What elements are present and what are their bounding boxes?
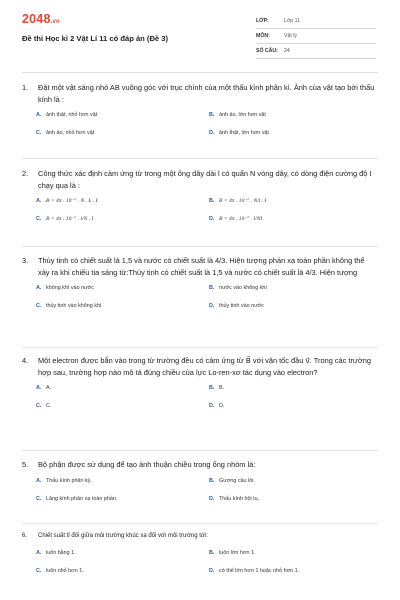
question-number: 5. <box>22 460 29 469</box>
option-a[interactable] <box>36 383 51 393</box>
question-divider <box>22 347 378 348</box>
option-text: Gương cầu lồi. <box>219 477 255 484</box>
option-text: nước vào không khí <box>219 285 267 291</box>
question-divider <box>22 246 378 247</box>
option-a[interactable] <box>36 476 92 486</box>
option-label: D. <box>209 216 215 222</box>
meta-key: MÔN: <box>256 33 270 39</box>
option-label: D. <box>209 303 215 309</box>
option-c[interactable] <box>36 128 94 138</box>
option-label: B. <box>209 112 215 118</box>
option-c[interactable] <box>36 401 51 411</box>
question-text: Một electron được bắn vào trong từ trường đều có cảm ứng từ B⃗ với vận tốc đầu v⃗. Trong các trường hợp sau, trường hợp nào mô tả đúng chiều của lực Lo-ren-xơ tác dụng vào electron? <box>38 356 371 377</box>
option-label: A. <box>36 285 42 291</box>
option-text: C. <box>46 403 52 409</box>
options <box>22 476 378 510</box>
page-title: Đề thi Học kì 2 Vật Lí 11 có đáp án (Đề 3) <box>22 34 169 43</box>
option-label: B. <box>209 549 215 556</box>
question-number: 2. <box>22 169 29 178</box>
question-3 <box>22 255 378 317</box>
meta-row-class <box>256 14 376 29</box>
question-number: 3. <box>22 256 29 265</box>
meta-value: 24 <box>284 48 290 54</box>
question-divider <box>22 450 378 451</box>
option-formula: B = 4π . 10⁻⁷ . l/NI <box>219 216 263 222</box>
question-text: Bộ phận được sử dụng để tạo ảnh thuận chiều trong ống nhòm là: <box>38 460 256 469</box>
logo-suffix: .vn <box>50 19 60 25</box>
question-divider <box>22 523 378 524</box>
option-label: B. <box>209 198 215 204</box>
option-d[interactable] <box>209 494 259 504</box>
option-text: Thấu kính phân kỳ. <box>46 477 92 484</box>
option-label: C. <box>36 216 42 222</box>
option-b[interactable] <box>209 383 224 393</box>
option-text: ảnh ảo, nhỏ hơn vật <box>46 130 95 136</box>
option-label: D. <box>209 130 215 136</box>
options <box>22 110 378 144</box>
options <box>22 283 378 317</box>
option-b[interactable] <box>209 283 267 293</box>
option-label: A. <box>36 477 42 484</box>
option-d[interactable] <box>209 401 224 411</box>
option-label: C. <box>36 403 42 409</box>
option-text: ảnh thật, lớn hơn vật <box>219 130 269 136</box>
option-formula: B = 4π . 10⁻⁷ . N . L . I <box>46 198 98 204</box>
option-label: D. <box>209 495 215 502</box>
option-label: D. <box>209 403 215 409</box>
option-text: D. <box>219 403 225 409</box>
option-label: C. <box>36 495 42 502</box>
option-a[interactable] <box>36 283 94 293</box>
option-b[interactable] <box>209 548 255 558</box>
question-text: Chiết suất tỉ đối giữa môi trường khúc xạ đối với môi trường tới: <box>38 533 208 539</box>
options <box>22 548 378 582</box>
option-label: A. <box>36 112 42 118</box>
header-divider <box>22 72 378 73</box>
option-c[interactable] <box>36 301 101 311</box>
meta-value: Vật lý <box>284 33 297 39</box>
option-d[interactable] <box>209 128 269 138</box>
option-b[interactable] <box>209 110 266 120</box>
option-formula: B = 4π . 10⁻⁷ . l/N . I <box>46 216 94 222</box>
question-text: Thủy tinh có chiết suất là 1,5 và nước có chiết suất là 4/3. Hiện tượng phản xạ toàn phần không thể xảy ra khi chiếu tia sáng từ:Thủy tinh có chiết suất là 1,5 và nước có chiết suất là 4/3. Hiện tượng <box>38 256 365 277</box>
meta-table <box>256 14 376 59</box>
option-text: thủy tinh vào không khí <box>46 303 102 309</box>
option-text: ảnh ảo, lớn hơn vật <box>219 112 266 118</box>
question-4 <box>22 355 378 417</box>
question-divider <box>22 158 378 159</box>
option-a[interactable] <box>36 196 97 206</box>
meta-key: SỐ CÂU: <box>256 48 278 54</box>
option-c[interactable] <box>36 494 117 504</box>
site-logo[interactable] <box>22 12 60 26</box>
option-c[interactable] <box>36 214 93 224</box>
option-text: Thấu kính hội tụ. <box>219 495 260 502</box>
meta-value: Lớp 11 <box>284 18 300 24</box>
option-text: A. <box>46 385 52 391</box>
question-number: 1. <box>22 83 29 92</box>
options <box>22 196 378 230</box>
question-number: 4. <box>22 356 29 365</box>
option-text: ảnh thật, nhỏ hơn vật <box>46 112 98 118</box>
option-label: C. <box>36 303 42 309</box>
option-label: D. <box>209 567 215 574</box>
question-1 <box>22 82 378 144</box>
option-d[interactable] <box>209 566 299 576</box>
option-label: B. <box>209 385 215 391</box>
meta-key: LỚP: <box>256 18 269 24</box>
option-text: không khí vào nước <box>46 285 94 291</box>
option-a[interactable] <box>36 548 76 558</box>
meta-row-subject <box>256 29 376 44</box>
option-label: A. <box>36 198 42 204</box>
question-6 <box>22 531 378 582</box>
option-label: B. <box>209 477 215 484</box>
question-2 <box>22 168 378 230</box>
option-text: Lăng kính phản xạ toàn phần. <box>46 495 118 502</box>
logo-text: 2048 <box>22 12 51 26</box>
option-b[interactable] <box>209 196 266 206</box>
option-text: B. <box>219 385 225 391</box>
option-label: B. <box>209 285 215 291</box>
options <box>22 383 378 417</box>
question-text: Công thức xác định cảm ứng từ trong một ống dây dài l có quấn N vòng dây, có dòng điện cường độ I chạy qua là : <box>38 169 372 190</box>
option-d[interactable] <box>209 214 262 224</box>
question-5 <box>22 459 378 510</box>
option-d[interactable] <box>209 301 264 311</box>
option-label: C. <box>36 567 42 574</box>
option-text: luôn bằng 1. <box>46 549 76 556</box>
option-text: thủy tinh vào nước <box>219 303 264 309</box>
option-b[interactable] <box>209 476 255 486</box>
option-label: A. <box>36 549 42 556</box>
meta-row-count <box>256 44 376 59</box>
option-formula: B = 4π . 10⁻⁷ . N/l . I <box>219 198 267 204</box>
question-text: Đặt một vật sáng nhỏ AB vuông góc với trục chính của một thấu kính phân kì. Ảnh của vật tạo bởi thấu kính là : <box>38 83 375 104</box>
option-label: A. <box>36 385 42 391</box>
option-a[interactable] <box>36 110 97 120</box>
option-c[interactable] <box>36 566 84 576</box>
option-text: có thể lớn hơn 1 hoặc nhỏ hơn 1. <box>219 567 300 574</box>
option-label: C. <box>36 130 42 136</box>
question-number: 6. <box>22 533 28 539</box>
option-text: luôn lớn hơn 1. <box>219 549 256 556</box>
header <box>0 0 400 70</box>
option-text: luôn nhỏ hơn 1. <box>46 567 84 574</box>
